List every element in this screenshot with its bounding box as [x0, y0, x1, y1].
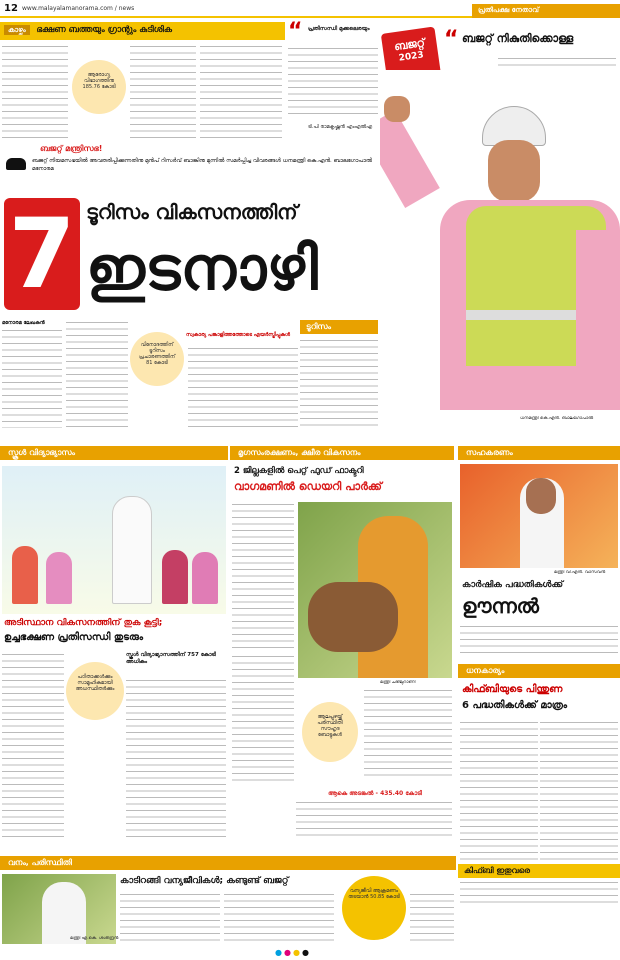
animal-title2: വാഗമണിൽ ഡെയറി പാർക്ക്: [234, 480, 382, 493]
left-top-title: ഭക്ഷണ ബത്തയും ഗ്രാന്റും കുടിശിക: [36, 25, 172, 35]
forest-callout: [342, 876, 406, 940]
forest-photo-caption: മന്ത്രി എ.കെ. ശശീന്ദ്രൻ: [70, 936, 119, 941]
right-arm: [576, 230, 620, 370]
animal-col1: [232, 502, 294, 652]
tourism-col3: [188, 346, 298, 428]
badge-year: 2023: [398, 50, 425, 64]
finance-title1: കിഫ്ബിയുടെ പിന്തുണ: [462, 684, 563, 695]
badge-word: ബജറ്റ്: [393, 36, 426, 54]
animal-callout: [302, 702, 358, 762]
coop-title1: കാർഷിക പദ്ധതികൾക്ക്: [462, 580, 563, 590]
left-top-callout-text: ആരോഗ്യ വിഭാഗത്തിനു 185.76 കോടി: [82, 72, 116, 90]
right-top-title: ബജറ്റ് നികുതിക്കൊള്ള: [462, 32, 574, 45]
headline-line2: ഇടനാഴി: [86, 234, 318, 304]
left-top-callout: [72, 60, 126, 114]
left-top-section: [0, 22, 285, 140]
animal-callout-text: ആലപ്പുഴയ്ക്ക് പരിസ്ഥിതി സൗഹൃദ ബോട്ടുകൾ: [317, 714, 343, 738]
headline-line1: ടൂറിസം വികസനത്തിന്: [86, 200, 298, 224]
headline-number-box: [4, 198, 80, 310]
forest-col3: [410, 892, 454, 944]
quote-mark-icon: “: [288, 19, 303, 44]
animal-col4: [296, 800, 452, 840]
coop-tag: സഹകരണം: [458, 446, 620, 460]
schools-title2: ഉച്ചഭക്ഷണ പ്രതിസന്ധി തുടരും: [4, 632, 144, 643]
schools-section: [0, 446, 228, 846]
forest-col2: [224, 892, 334, 944]
forest-section: [0, 856, 456, 946]
animal-photo-caption: മന്ത്രി ചിഞ്ചുറാണി: [380, 680, 416, 685]
page-number: 12: [4, 3, 18, 14]
child-2: [46, 552, 72, 604]
mid-top-section: [288, 19, 378, 140]
teaser-title: ബജറ്റ് മന്ത്രിസഭ!: [40, 144, 103, 153]
schools-callout: [66, 662, 124, 720]
arm-raised: [380, 110, 440, 208]
child-1: [12, 546, 38, 604]
tourism-tag: ടൂറിസം: [300, 320, 378, 334]
child-3: [162, 550, 188, 604]
elephant-icon: [6, 158, 26, 170]
coop-text: [460, 624, 618, 656]
animal-stat: ആകെ അടങ്കൽ - 435.40 കോടി: [328, 790, 422, 797]
coop-photo: [460, 464, 618, 568]
forest-tag: വനം, പരിസ്ഥിതി: [0, 856, 456, 870]
tourism-subhead: സ്വകാര്യ പങ്കാളിത്തത്തോടെ എയർസ്ട്രിപ്പുകൾ: [186, 332, 290, 338]
site-url[interactable]: www.malayalamanorama.com / news: [22, 5, 135, 12]
schools-illustration: [2, 466, 226, 614]
face: [488, 140, 540, 202]
headline-number: 7: [8, 198, 76, 310]
forest-minister: [42, 882, 86, 944]
forest-title: കാടിറങ്ങി വന്യജീവികൾ; കണ്ടുണ്ട് ബജറ്റ്: [120, 876, 289, 886]
finance-section: [458, 664, 620, 904]
hand: [384, 96, 410, 122]
mid-top-text: [288, 46, 378, 118]
animal-photo: [298, 502, 452, 678]
coop-title2: ഊന്നൽ: [462, 594, 539, 618]
tourism-body: [0, 318, 380, 430]
minister-photo-caption: ധനമന്ത്രി കെ.എൻ. ബാലഗോപാൽ: [520, 416, 594, 421]
coop-section: [458, 446, 620, 656]
headline-section: [0, 196, 400, 316]
calf: [308, 582, 398, 652]
animal-col2: [232, 654, 294, 784]
left-top-header: [0, 22, 285, 40]
schools-col2: [126, 678, 226, 842]
left-top-tag: കാഴ്ചം: [4, 25, 30, 35]
animal-section: [230, 446, 454, 846]
finance-col2: [540, 720, 618, 860]
right-top-tag: പ്രതിപക്ഷ നേതാവ്: [472, 4, 620, 18]
tourism-col2: [66, 320, 128, 428]
schools-col1: [2, 652, 64, 842]
coop-minister-face: [526, 478, 556, 514]
animal-col3: [364, 688, 452, 778]
forest-col1: [120, 892, 220, 944]
finance-footer-text: [460, 880, 618, 904]
teaser-text: ബജറ്റ് നിയമസഭയിൽ അവതരിപ്പിക്കുന്നതിനു മുൻപ് റിസർവ് ബാങ്കിനു മുന്നിൽ സമർപ്പിച്ച വിവരങ്ങൾ ധനമന്ത്രി കെ.എൻ. ബാലഗോപാൽ മനോരമ: [32, 158, 372, 172]
finance-col1: [460, 720, 538, 860]
minister-photo: [380, 70, 620, 430]
teaser-section: [0, 140, 380, 180]
mid-top-title: പ്രതിസന്ധി മുക്കലെരയും: [308, 26, 370, 32]
print-registration-marks: ●●●●: [275, 948, 311, 957]
forest-callout-text: വന്യജീവി ആക്രമണം തടയാൻ 50.85 കോടി: [348, 888, 400, 900]
finance-tag: ധനകാര്യം: [458, 664, 620, 678]
mid-top-attribution: ടി.പി രാമകൃഷ്ണൻ എംഎൽഎ: [308, 124, 373, 130]
animal-tag: മൃഗസംരക്ഷണം, ക്ഷീര വികസനം: [230, 446, 454, 460]
animal-title1: 2 ജില്ലകളിൽ പെറ്റ് ഫുഡ് ഫാക്ടറി: [234, 466, 364, 476]
schools-side-head: സ്കൂൾ വിദ്യാഭ്യാസത്തിന് 757 കോടി അധികം: [126, 652, 216, 665]
left-top-col3: [200, 44, 282, 140]
headline-byline: മനോരമ ലേഖകൻ: [2, 320, 45, 326]
tourism-col4: [300, 338, 378, 428]
left-top-col2: [130, 44, 196, 140]
schools-title1: അടിസ്ഥാന വികസനത്തിന് തുക കൂട്ടി;: [4, 618, 163, 628]
schools-callout-text: പഠിതാക്കൾക്കും സാമൂഹികമായി അധസ്ഥിതർക്കും: [75, 674, 115, 692]
tourism-callout: [130, 332, 184, 386]
coop-photo-caption: മന്ത്രി വി.എൻ. വാസവൻ: [554, 570, 606, 575]
schools-tag: സ്കൂൾ വിദ്യാഭ്യാസം: [0, 446, 228, 460]
minister-figure: [112, 496, 152, 604]
forest-photo: [2, 874, 116, 944]
left-top-col1: [2, 44, 68, 140]
finance-footer: കിഫ്ബി ഇതുവരെ: [458, 864, 620, 878]
finance-title2: 6 പദ്ധതികൾക്ക് മാത്രം: [462, 700, 568, 711]
tourism-callout-text: വിനോദത്തിന് ടൂറിസം പ്രചാരണത്തിന് 81 കോടി: [138, 342, 176, 366]
child-4: [192, 552, 218, 604]
tourism-col1: [2, 328, 62, 428]
quote-mark-right-icon: “: [444, 27, 459, 52]
